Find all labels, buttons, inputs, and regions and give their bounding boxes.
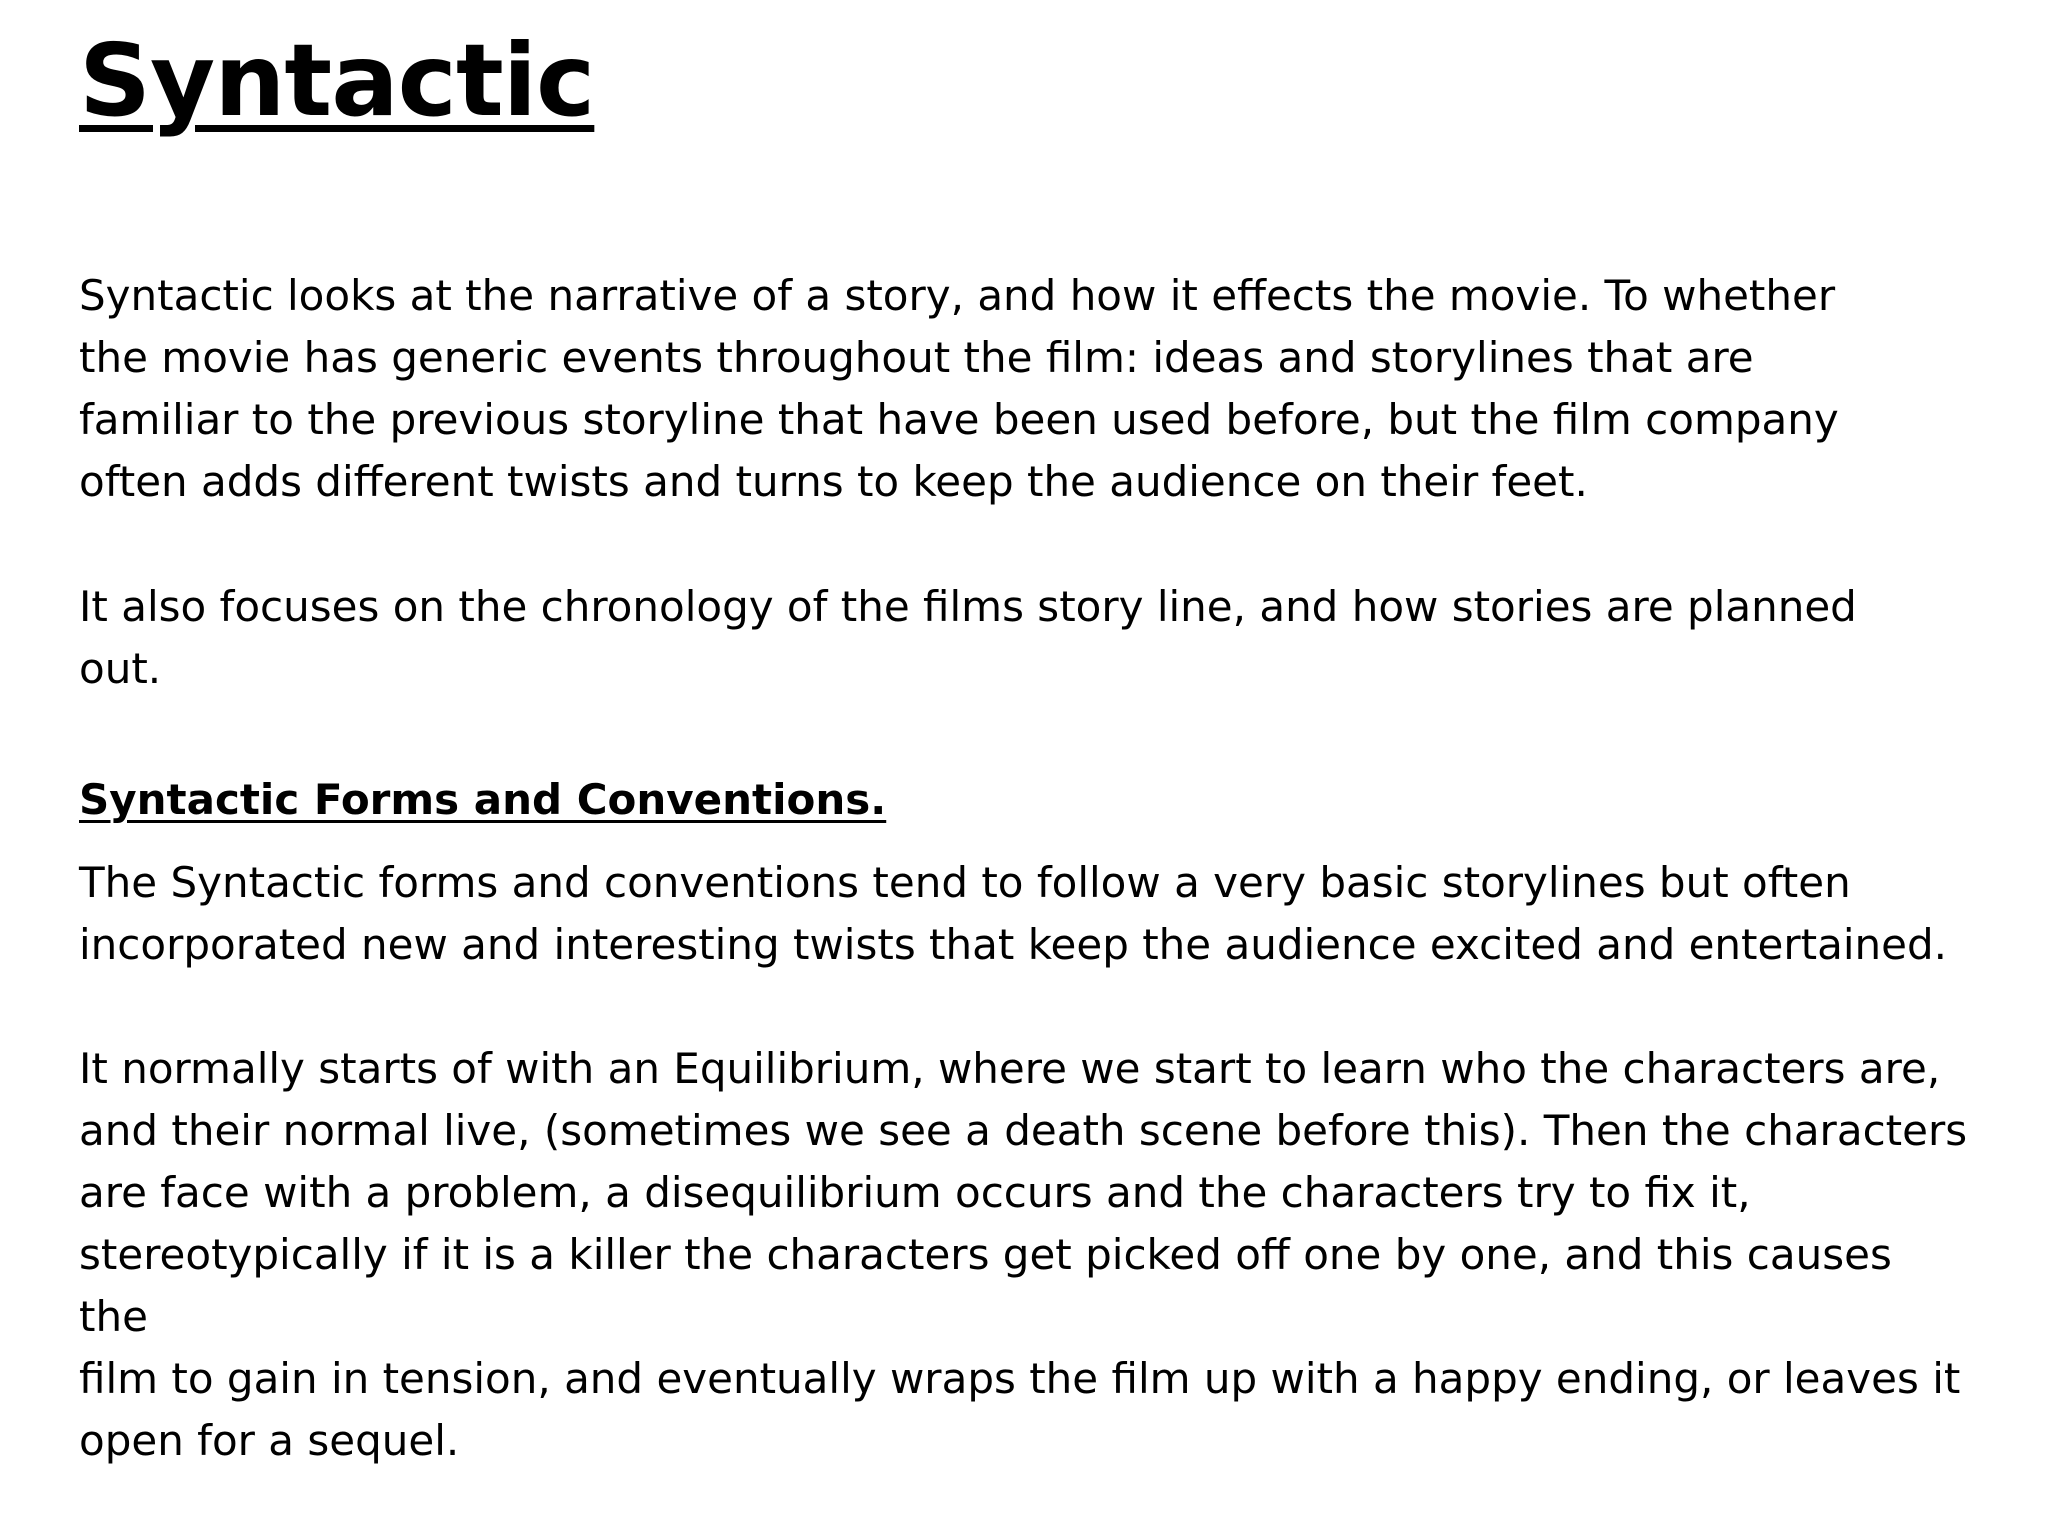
page-title: Syntactic (79, 22, 595, 139)
intro-paragraph: Syntactic looks at the narrative of a story, and how it effects the movie. To whether the movie has generic events throughout the film: ideas and storylines that are familiar to the previous storyline that have been used before, but the film company often adds different twists and turns to keep the audience on their feet. (79, 271, 1839, 506)
chronology-paragraph: It also focuses on the chronology of the films story line, and how stories are planned out. (79, 582, 1857, 693)
conventions-paragraph: The Syntactic forms and conventions tend to follow a very basic storylines but often incorporated new and interesting twists that keep the audience excited and entertained. (79, 858, 1947, 969)
structure-paragraph: It normally starts of with an Equilibrium, where we start to learn who the characters are, and their normal live, (sometimes we see a death scene before this). Then the characters are face with a problem, a disequilibrium occurs and the characters try to fix it, stereotypically if it is a killer the characters get picked off one by one, and this causes the film to gain in tension, and eventually wraps the film up with a happy ending, or leaves it open for a sequel. (79, 1044, 1968, 1465)
section-heading: Syntactic Forms and Conventions. (79, 775, 887, 824)
